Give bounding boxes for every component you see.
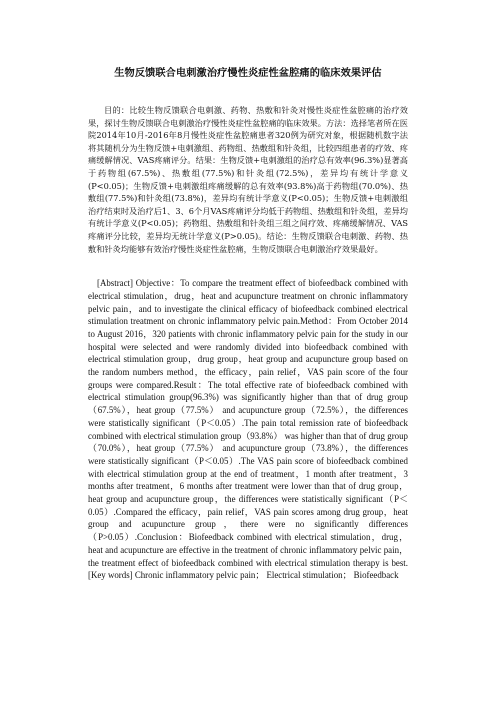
- paper-title: 生物反馈联合电刺激治疗慢性炎症性盆腔痛的临床效果评估: [114, 68, 382, 79]
- chinese-abstract: 目的：比较生物反馈联合电刺激、药物、热敷和针灸对慢性炎症性盆腔痛的治疗效果，探讨生物反馈联合电刺激治疗慢性炎症性盆腔痛的临床效果。方法：选择笔者所在医院2014年10月-2016年8月慢性炎症性盆腔痛患者320例为研究对象，根据随机数字法将其随机分为生物反馈+电刺激组、药物组、热敷组和针灸组，比较四组患者的疗效、疼痛缓解情况、VAS疼痛评分。结果：生物反馈+电刺激组的治疗总有效率(96.3%)显著高于药物组(67.5%)、热敷组(77.5%)和针灸组(72.5%)，差异均有统计学意义(P<0.05)；生物反馈+电刺激组疼痛缓解的总有效率(93.8%)高于药物组(70.0%)、热敷组(77.5%)和针灸组(73.8%)，差异均有统计学意义(P<0.05)；生物反馈+电刺激组治疗结束时及治疗后1、3、6个月VAS疼痛评分均低于药物组、热敷组和针灸组，差异均有统计学意义(P<0.05)；药物组、热敷组和针灸组三组之间疗效、疼痛缓解情况、VAS疼痛评分比较，差异均无统计学意义(P>0.05)。结论：生物反馈联合电刺激、药物、热敷和针灸均能够有效治疗慢性炎症性盆腔痛，生物反馈联合电刺激治疗效果最好。: [88, 105, 408, 254]
- english-abstract: [Abstract] Objective：To compare the treatment effect of biofeedback combined with electrical stimulation，drug，heat and acupuncture treatment on chronic inflammatory pelvic pain，and to investigate the clinical efficacy of biofeedback combined electrical stimulation treatment on chronic inflammatory pelvic pain.Method：From October 2014 to August 2016，320 patients with chronic inflammatory pelvic pain for the study in our hospital were selected and were randomly divided into biofeedback combined with electrical stimulation group，drug group，heat group and acupuncture group based on the random numbers method，the efficacy，pain relief，VAS pain score of the four groups were compared.Result：The total effective rate of biofeedback combined with electrical stimulation group(96.3%) was significantly higher than that of drug group（67.5%），heat group（77.5%） and acupuncture group（72.5%），the differences were statistically significant（P＜0.05）.The pain total remission rate of biofeedback combined with electrical stimulation group（93.8%） was higher than that of drug group（70.0%），heat group（77.5%） and acupuncture group（73.8%），the differences were statistically significant（P＜0.05）.The VAS pain score of biofeedback combined with electrical stimulation group at the end of treatment，1 month after treatment，3 months after treatment，6 months after treatment were lower than that of drug group，heat group and acupuncture group，the differences were statistically significant（P＜0.05）.Compared the efficacy，pain relief，VAS pain scores among drug group，heat group and acupuncture group，there were no significantly differences（P>0.05）.Conclusion：Biofeedback combined with electrical stimulation，drug，heat and acupuncture are effective in the treatment of chronic inflammatory pelvic pain，the treatment effect of biofeedback combined with electrical stimulation therapy is best.[Key words] Chronic inflammatory pelvic pain； Electrical stimulation； Biofeedback: [88, 278, 408, 581]
